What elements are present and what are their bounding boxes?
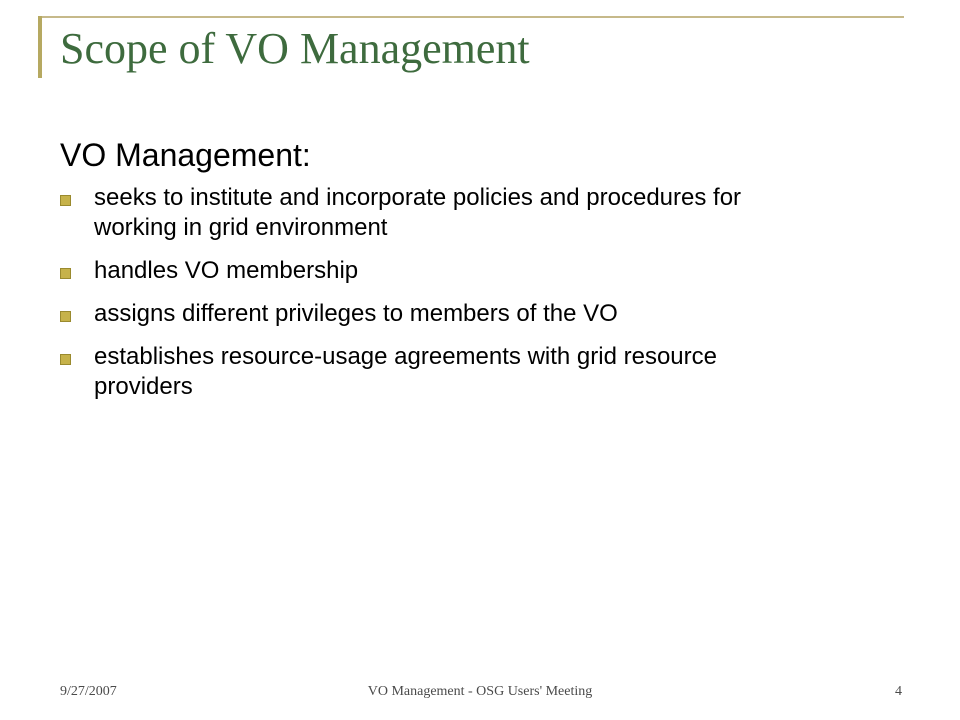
square-bullet-icon bbox=[60, 268, 71, 279]
square-bullet-icon bbox=[60, 195, 71, 206]
footer-date: 9/27/2007 bbox=[60, 684, 117, 699]
section-heading: VO Management: bbox=[60, 137, 311, 173]
bullet-list bbox=[60, 183, 800, 415]
bullet-item bbox=[60, 183, 800, 243]
bullet-text: assigns different privileges to members of the VO bbox=[94, 300, 618, 327]
bullet-item bbox=[60, 299, 800, 329]
title-left-rule bbox=[38, 16, 42, 78]
bullet-item bbox=[60, 342, 800, 402]
bullet-item bbox=[60, 256, 800, 286]
slide-title: Scope of VO Management bbox=[60, 24, 530, 73]
bullet-text: handles VO membership bbox=[94, 257, 359, 284]
bullet-text: establishes resource-usage agreements with grid resource providers bbox=[94, 343, 717, 400]
footer-title: VO Management - OSG Users' Meeting bbox=[367, 684, 593, 699]
title-top-rule bbox=[38, 16, 904, 18]
square-bullet-icon bbox=[60, 311, 71, 322]
square-bullet-icon bbox=[60, 354, 71, 365]
bullet-text: seeks to institute and incorporate policies and procedures for working in grid environment bbox=[94, 184, 742, 241]
page-number: 4 bbox=[895, 684, 902, 699]
